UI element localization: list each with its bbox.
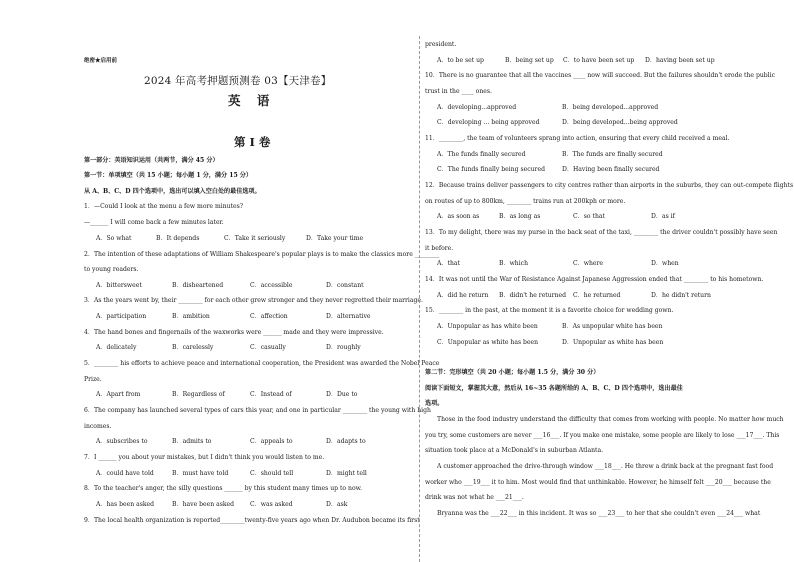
- q14-options: [425, 292, 711, 300]
- q12-stem: 12．Because trains deliver passengers to city centres rather than airports in the suburbs, they can out-compete flights: [425, 182, 794, 189]
- option: A．bittersweet: [96, 282, 142, 289]
- option: C．appeals to: [250, 438, 293, 445]
- option: C．affection: [250, 313, 288, 320]
- option: B．As unpopular white has been: [562, 323, 663, 330]
- q4-options: [84, 344, 361, 352]
- option: D．being developed...being approved: [562, 119, 678, 126]
- q13-stem: 13．To my delight, there was my purse in the back seat of the taxi, ________ the driver couldn't possibly have seen: [425, 229, 778, 236]
- option: A．that: [437, 260, 460, 267]
- passage-line: Bryanna was the ___22___ in this incident. It was so ___23___ to her that she couldn't even ___24___ what: [437, 510, 761, 517]
- option: A．The funds finally secured: [437, 151, 526, 158]
- option: D．Take your time: [306, 235, 364, 242]
- q5-stem: 5．________ his efforts to achieve peace and international cooperation, the President was awarded the Nobel Peace: [84, 360, 440, 367]
- section2-instruction: 阅读下面短文，掌握其大意，然后从 16~35 各题所给的 A、B、C、D 四个选项中，选出最佳: [425, 385, 683, 392]
- option: A．did he return: [437, 292, 489, 299]
- secret-mark: 绝密★启用前: [84, 58, 118, 64]
- option: D．having been set up: [645, 57, 715, 64]
- option: A．Apart from: [96, 391, 141, 398]
- q11-options-row1: [425, 151, 663, 159]
- option: B．must have told: [172, 470, 229, 477]
- option: A．could have told: [96, 470, 154, 477]
- q13-stem2: it before.: [425, 245, 454, 252]
- subject-title: 英 语: [228, 93, 276, 108]
- option: C．to have been set up: [563, 57, 635, 64]
- q14-stem: 14．It was not until the War of Resistance Against Japanese Aggression ended that ________ to his hometown.: [425, 276, 764, 283]
- option: B．ambition: [172, 313, 210, 320]
- q1-options: [84, 235, 363, 243]
- exam-title: 2024 年高考押题预测卷 03【天津卷】: [144, 75, 332, 87]
- q2-stem2: to young readers.: [84, 266, 139, 273]
- option: A．subscribes to: [96, 438, 148, 445]
- option: D．he didn't return: [651, 292, 711, 299]
- q10-options-row2: [425, 119, 678, 127]
- q5-options: [84, 391, 357, 399]
- option: C．accessible: [250, 282, 293, 289]
- option: D．constant: [326, 282, 364, 289]
- q11-stem: 11．________, the team of volunteers sprang into action, ensuring that every child received a meal.: [425, 135, 730, 142]
- q6-stem2: incomes.: [84, 423, 112, 430]
- option: B．Regardless of: [172, 391, 225, 398]
- q10-stem2: trust in the ____ ones.: [425, 88, 492, 95]
- passage-line: worker who ___19___ it to him. Most would find that unthinkable. However, he himself felt ___20___ because the: [425, 479, 771, 486]
- option: B．have been asked: [172, 501, 235, 508]
- option: B．carelessly: [172, 344, 214, 351]
- q5-stem2: Prize.: [84, 376, 102, 383]
- option: C．was asked: [250, 501, 293, 508]
- q10-stem: 10．There is no guarantee that all the vaccines ____ now will succeed. But the failures shouldn't erode the public: [425, 72, 775, 79]
- passage-line: drink was not what he ___21___.: [425, 494, 524, 501]
- option: B．as long as: [499, 213, 541, 220]
- option: C．casually: [250, 344, 286, 351]
- option: A．as soon as: [437, 213, 480, 220]
- option: D．ask: [326, 501, 348, 508]
- q12-stem2: on routes of up to 800km, ________ trains run at 200kph or more.: [425, 198, 626, 205]
- option: A．to be set up: [437, 57, 484, 64]
- passage-line: you try, some customers are never ___16___. If you make one mistake, some people are likely to lose ___17___. This: [425, 432, 780, 439]
- option: C．he returned: [573, 292, 621, 299]
- q8-options: [84, 501, 347, 509]
- option: B．disheartened: [172, 282, 224, 289]
- option: B．which: [499, 260, 528, 267]
- option: C．where: [573, 260, 604, 267]
- option: A．delicately: [96, 344, 137, 351]
- option: C．so that: [573, 213, 605, 220]
- option: C．Unpopular as white has been: [437, 339, 539, 346]
- option: C．should tell: [250, 470, 294, 477]
- q10-options-row1: [425, 104, 658, 112]
- option: D．adapts to: [326, 438, 366, 445]
- option: A．Unpopular as has white been: [437, 323, 538, 330]
- q6-options: [84, 438, 366, 446]
- option: B．being set up: [505, 57, 554, 64]
- q3-stem: 3．As the years went by, their ________ for each other grew stronger and they never regretted their marriage.: [84, 297, 423, 304]
- option: A．developing...approved: [437, 104, 517, 111]
- q1-stem2: —______ I will come back a few minutes later.: [84, 219, 224, 226]
- option: A．has been asked: [96, 501, 155, 508]
- passage-line: A customer approached the drive-through window ___18___. He threw a drink back at the pregnant fast food: [437, 463, 774, 470]
- option: D．might tell: [326, 470, 367, 477]
- option: B．didn't he returned: [499, 292, 567, 299]
- q13-options: [425, 260, 679, 268]
- passage-line: Those in the food industry understand the difficulty that comes from working with people. No matter how much: [437, 416, 784, 423]
- section-heading: 第一节：单项填空（共 15 小题；每小题 1 分，满分 15 分）: [84, 172, 252, 179]
- option: A．participation: [96, 313, 147, 320]
- q7-stem: 7．I ______ you about your mistakes, but I didn't think you would listen to me.: [84, 454, 325, 461]
- option: C．developing ... being approved: [437, 119, 540, 126]
- option: D．as if: [651, 213, 675, 220]
- q8-stem: 8．To the teacher's anger, the silly questions ______ by this student many times up to now.: [84, 485, 363, 492]
- q3-options: [84, 313, 371, 321]
- column-divider: [419, 36, 420, 562]
- q9-options: [425, 57, 715, 65]
- q11-options-row2: [425, 166, 659, 174]
- option: C．The funds finally being secured: [437, 166, 545, 173]
- section2-heading: 第二节：完形填空（共 20 小题；每小题 1.5 分，满分 30 分）: [425, 369, 600, 376]
- q1-stem: 1．—Could I look at the menu a few more minutes?: [84, 203, 243, 210]
- option: A．So what: [96, 235, 132, 242]
- option: D．Unpopular as white has been: [562, 339, 664, 346]
- section2-instruction-cont: 选项。: [425, 400, 444, 407]
- part-heading: 第一部分：英语知识运用（共两节，满分 45 分）: [84, 157, 219, 164]
- q12-options: [425, 213, 675, 221]
- option: D．when: [651, 260, 679, 267]
- option: B．being developed...approved: [562, 104, 659, 111]
- option: C．Take it seriously: [224, 235, 286, 242]
- option: D．alternative: [326, 313, 371, 320]
- q7-options: [84, 470, 367, 478]
- q9-stem: 9．The local health organization is reported________twenty-five years ago when Dr. Audubon became its first: [84, 517, 420, 524]
- passage-line: situation took place at a McDonald's in suburban Atlanta.: [425, 447, 604, 454]
- q6-stem: 6．The company has launched several types of cars this year, and one in particular ________ the young with high: [84, 407, 431, 414]
- volume-title: 第 I 卷: [234, 135, 271, 149]
- option: D．Due to: [326, 391, 358, 398]
- q2-stem: 2．The intention of these adaptations of William Shakespeare's popular plays is to make the classics more ________: [84, 251, 440, 258]
- q9-continuation: president.: [425, 41, 457, 48]
- option: B．admits to: [172, 438, 212, 445]
- option: D．roughly: [326, 344, 361, 351]
- option: B．The funds are finally secured: [562, 151, 663, 158]
- q15-stem: 15．________ in the past, at the moment it is a favorite choice for wedding gown.: [425, 307, 674, 314]
- instruction: 从 A、B、C、D 四个选项中，选出可以填入空白处的最佳选项。: [84, 188, 261, 195]
- q2-options: [84, 282, 364, 290]
- option: B．It depends: [156, 235, 200, 242]
- option: C．Instead of: [250, 391, 292, 398]
- q4-stem: 4．The hand bones and fingernails of the waxworks were ______ made and they were impressive.: [84, 329, 384, 336]
- q15-options-row2: [425, 339, 663, 347]
- option: D．Having been finally secured: [562, 166, 660, 173]
- q15-options-row1: [425, 323, 662, 331]
